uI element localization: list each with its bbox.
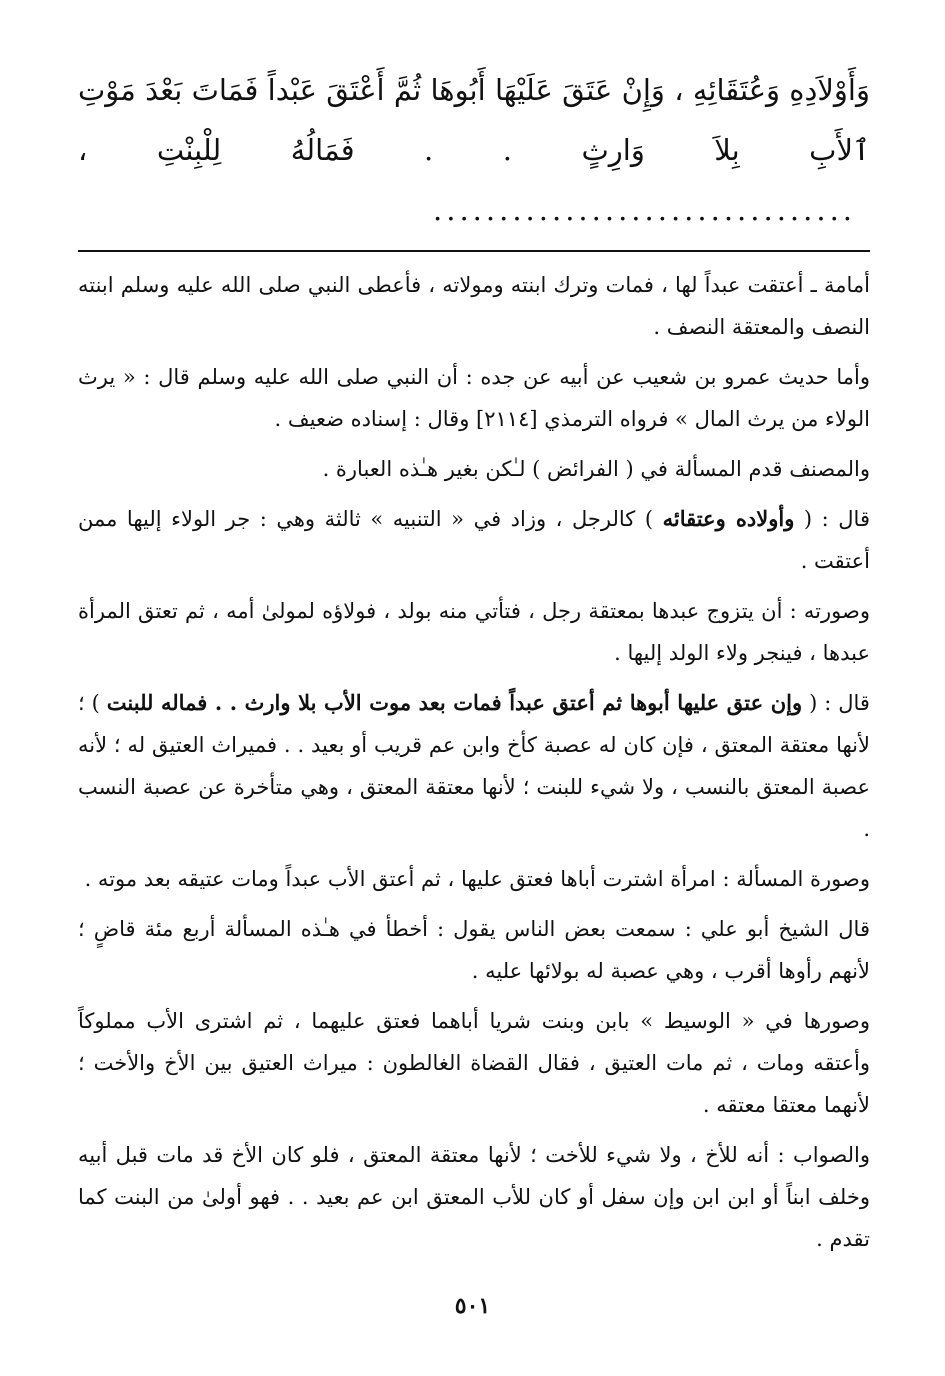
main-text: [78, 60, 870, 240]
page-number: ٥٠١: [454, 1293, 491, 1319]
commentary-paragraph-4: [78, 498, 870, 582]
quote-rest: ) كالرجل ، وزاد في « التنبيه » ثالثة وهي : جر الولاء إليها ممن أعتقت .: [78, 507, 870, 573]
commentary-paragraph-6: [78, 682, 870, 850]
commentary-paragraph-7: وصورة المسألة : امرأة اشترت أباها فعتق عليها ، ثم أعتق الأب عبداً ومات عتيقه بعد موته .: [84, 867, 870, 891]
commentary-paragraph-1: أمامة ـ أعتقت عبداً لها ، فمات وترك ابنته ومولاته ، فأعطى النبي صلى الله عليه وسلم ابنته النصف والمعتقة النصف .: [78, 273, 870, 339]
commentary: [78, 264, 870, 1260]
page-body: [78, 60, 870, 1268]
quoted-text: وإن عتق عليها أبوها ثم أعتق عبداً فمات بعد موت الأب بلا وارث . . فماله للبنت: [106, 690, 803, 715]
quote-rest: ) ؛ لأنها معتقة المعتق ، فإن كان له عصبة كأخ وابن عم قريب أو بعيد . . فميراث العتيق له ؛ لأنه عصبة المعتق بالنسب ، ولا شيء للبنت ؛ لأنها معتقة المعتق ، وهي متأخرة عن عصبة النسب .: [78, 691, 870, 841]
commentary-paragraph-5: وصورته : أن يتزوج عبدها بمعتقة رجل ، فتأتي منه بولد ، فولاؤه لمولىٰ أمه ، ثم تعتق المرأة عبدها ، فينجر ولاء الولد إليها .: [78, 599, 870, 665]
main-text-dots: ................................: [433, 193, 856, 227]
quoted-text: وأولاده وعتقائه: [662, 506, 795, 531]
quote-open: قال : (: [809, 691, 870, 715]
commentary-paragraph-8: قال الشيخ أبو علي : سمعت بعض الناس يقول : أخطأ في هـٰذه المسألة أربع مئة قاضٍ ؛ لأنهم رأوها أقرب ، وهي عصبة له بولائها عليه .: [78, 917, 870, 983]
commentary-paragraph-3: والمصنف قدم المسألة في ( الفرائض ) لـٰكن بغير هـٰذه العبارة .: [322, 457, 870, 481]
separator-line: [78, 250, 870, 252]
quote-open: قال : (: [803, 507, 870, 531]
commentary-paragraph-9: وصورها في « الوسيط » بابن وبنت شريا أباهما فعتق عليهما ، ثم اشترى الأب مملوكاً وأعتقه ومات ، ثم مات العتيق ، فقال القضاة الغالطون : ميراث العتيق بين الأخ والأخت ؛ لأنهما معتقا معتقه .: [78, 1009, 870, 1117]
commentary-paragraph-10: والصواب : أنه للأخ ، ولا شيء للأخت ؛ لأنها معتقة المعتق ، فلو كان الأخ قد مات قبل أبيه وخلف ابناً أو ابن ابن وإن سفل أو كان للأب المعتق ابن عم بعيد . . فهو أولىٰ من البنت كما تقدم .: [78, 1143, 870, 1251]
commentary-paragraph-2: وأما حديث عمرو بن شعيب عن أبيه عن جده : أن النبي صلى الله عليه وسلم قال : « يرث الولاء من يرث المال » فرواه الترمذي [٢١١٤] وقال : إسناده ضعيف .: [78, 365, 870, 431]
main-text-body: وَأَوْلاَدِهِ وَعُتَقَائِهِ ، وَإِنْ عَتَقَ عَلَيْهَا أَبُوهَا ثُمَّ أَعْتَقَ عَبْداً فَمَاتَ بَعْدَ مَوْتِ ٱلأَبِ بِلاَ وَارِثٍ . . فَمَالُهُ لِلْبِنْتِ ،: [78, 73, 870, 167]
